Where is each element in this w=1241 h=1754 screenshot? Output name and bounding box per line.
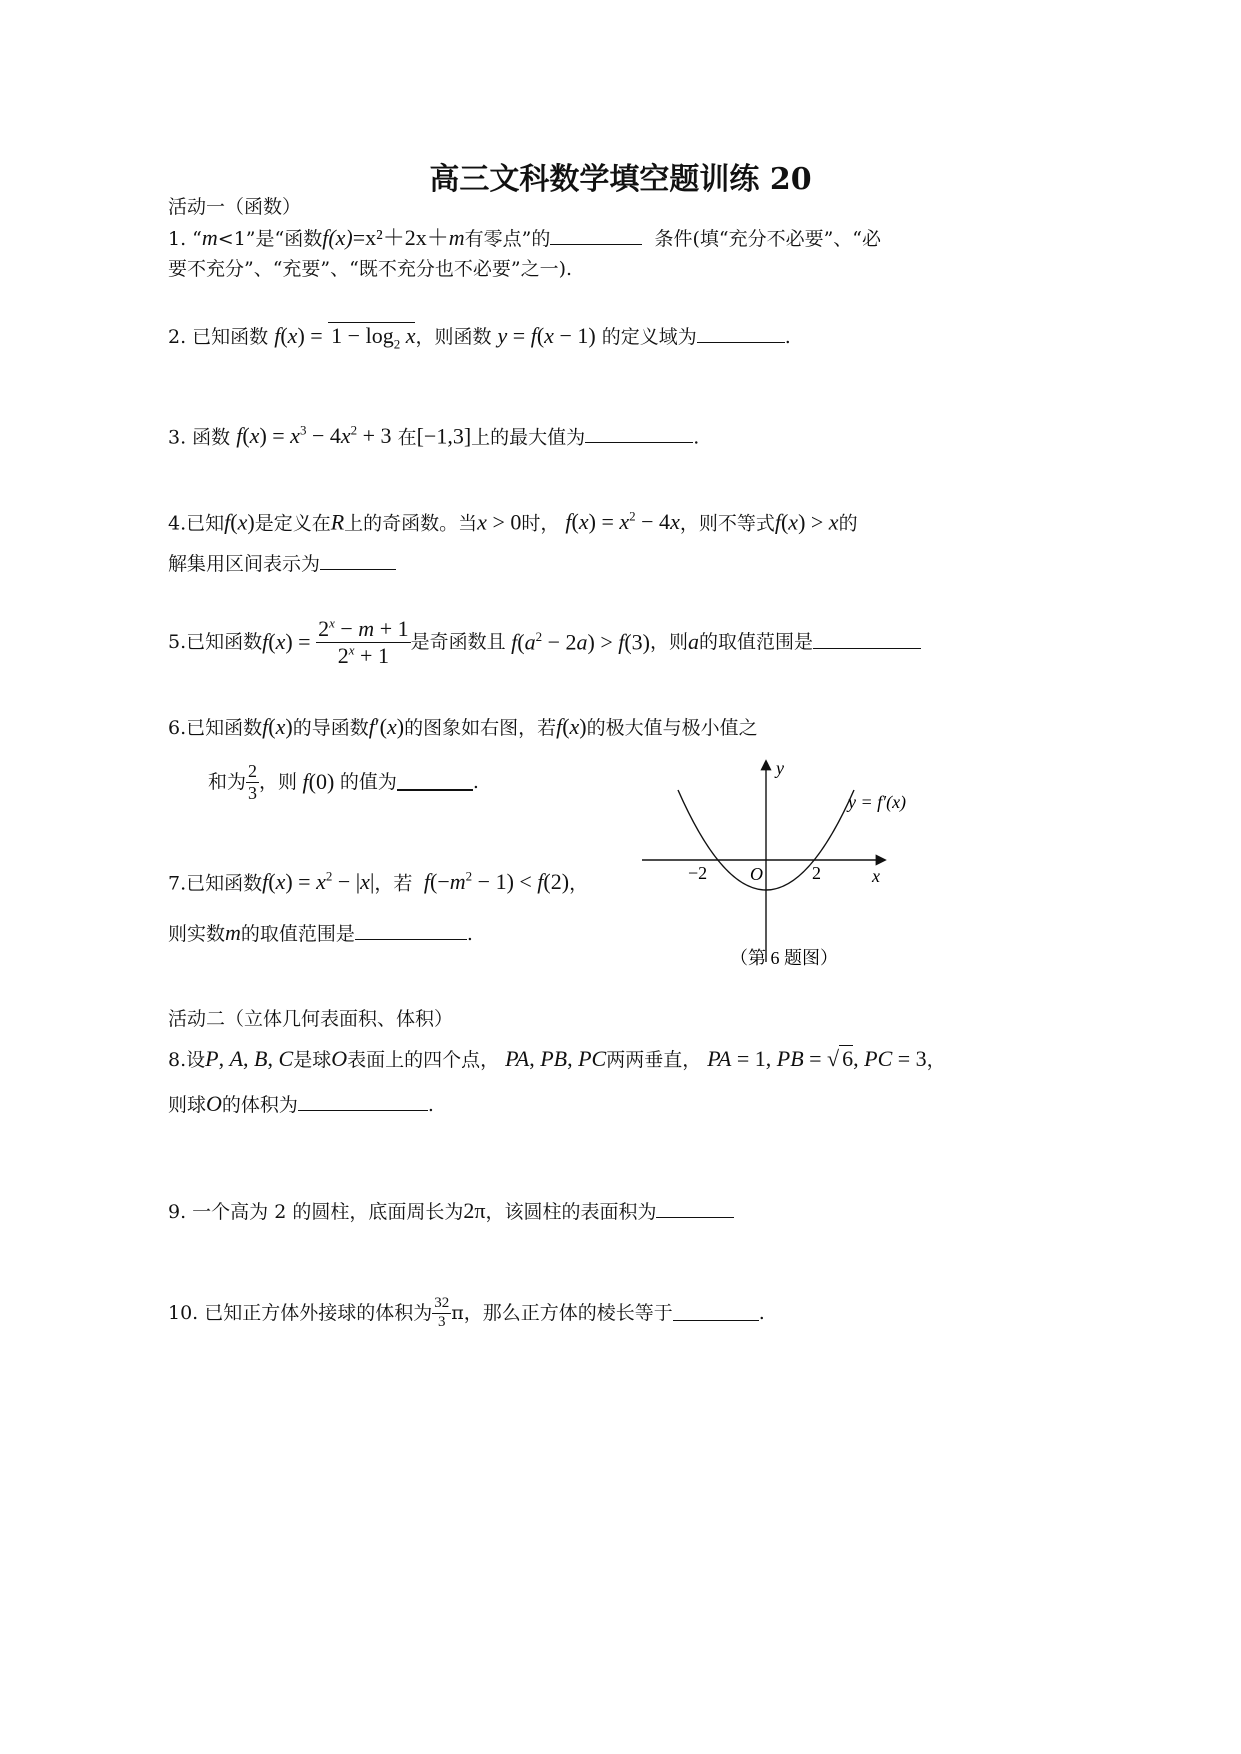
tick-label-pos-two: 2 (812, 863, 821, 883)
formula: f(x) (224, 509, 255, 535)
page-title: 高三文科数学填空题训练 20 (429, 162, 812, 197)
question-5: 5.已知函数 f(x) = $\frac{2^x - m + 1}{2^x + 1}$ 是奇函数且 $f(a^2 - 2a) > f(3)$ ，则 a 的取值范围是 (168, 612, 921, 672)
section-heading-functions: 活动一（函数） (168, 196, 302, 218)
formula: $f(a^2 - 2a) > f(3)$ (511, 629, 651, 655)
formula: f(x) (262, 714, 293, 739)
formula: f(x) = (262, 629, 317, 654)
figure-caption: （第 6 题图） (730, 948, 838, 968)
question-7-line-2: 则实数m的取值范围是 . (168, 920, 473, 945)
curve-label: y = f′(x) (848, 792, 907, 812)
answer-blank-6 (397, 788, 473, 791)
question-4: 4.已知f(x)是定义在R上的奇函数。当x > 0时， $f(x) = x^2 - 4x$，则不等式f(x) > x的 (168, 509, 858, 535)
fraction: $\frac{2^x - m + 1}{2^x + 1}$ (318, 615, 409, 668)
formula: $f(x) = x^2 - |x|$ (262, 869, 375, 895)
question-2: 2. 已知函数 $f(x) = 1 - \log_2 x$，则函数 y = f(x − 1) 的定义域为 . (168, 323, 791, 352)
question-8: 8.设P, A, B, C是球O表面上的四个点， PA, PB, PC两两垂直， PA = 1, PB = √ 6, PC = 3， (168, 1046, 946, 1071)
origin-label: O (750, 864, 763, 884)
fraction: $\frac{2}{3}$ (248, 760, 258, 803)
formula: $f(x) = x^2 - 4x$ (565, 509, 680, 535)
question-9: 9. 一个高为 2 的圆柱，底面周长为2π，该圆柱的表面积为 (168, 1200, 734, 1222)
question-6: 6.已知函数f(x)的导函数f′(x)的图象如右图，若f(x)的极大值与极小值之 (168, 714, 758, 739)
formula: f(x) (556, 714, 587, 739)
formula: $f(x) = x^3 - 4x^2 + 3$ (236, 423, 392, 449)
question-3: 3. 函数 $f(x) = x^3 - 4x^2 + 3$ 在[−1,3]上的最大值为 . (168, 423, 700, 449)
answer-blank-10 (673, 1319, 759, 1321)
answer-blank-8 (298, 1109, 428, 1111)
answer-blank-2 (697, 341, 785, 343)
formula: PA = 1, PB = √ 6, PC = 3 (707, 1046, 927, 1071)
formula: P, A, B, C (205, 1046, 294, 1071)
formula: $f(x) = 1 - \log_2 x$ (274, 323, 416, 352)
derivative-graph (636, 752, 907, 972)
fraction: $\frac{32}{3}$ (434, 1295, 450, 1330)
answer-blank-1 (550, 243, 642, 245)
answer-blank-7 (355, 938, 467, 940)
formula: $f(-m^2 - 1) < f(2)$ (423, 869, 570, 895)
formula: [−1,3] (416, 423, 472, 449)
y-axis-label: y (776, 758, 784, 778)
formula: f(x) > x (774, 509, 839, 535)
answer-blank-9 (656, 1216, 734, 1218)
formula: f(0) (302, 769, 340, 794)
question-7: 7.已知函数$f(x) = x^2 - |x|$，若 $f(-m^2 - 1) < f(2)$， (168, 869, 589, 895)
formula: PA, PB, PC (505, 1046, 607, 1071)
section-heading-solid-geometry: 活动二（立体几何表面积、体积） (168, 1008, 454, 1030)
question-6-line-2: 和为 $\frac{2}{3}$ ，则 f(0) 的值为 . (208, 760, 479, 803)
question-8-line-2: 则球O的体积为 . (168, 1091, 434, 1116)
question-4-line-2: 解集用区间表示为 (168, 555, 396, 574)
x-axis-label: x (872, 866, 880, 886)
answer-blank-3 (585, 441, 693, 443)
question-10: 10. 已知正方体外接球的体积为 $\frac{32}{3}$ π，那么正方体的棱长等于 . (168, 1295, 765, 1330)
formula: y = f(x − 1) (497, 323, 596, 348)
formula: x > 0 (477, 509, 522, 535)
formula: f′(x) (368, 714, 405, 739)
question-1-line-2: 要不充分”、“充要”、“既不充分也不必要”之一). (168, 258, 573, 280)
tick-label-neg-two: −2 (688, 863, 708, 883)
answer-blank-5 (813, 647, 921, 649)
question-1: 1. “m<1”是“函数f(x)=x²＋2x＋m有零点”的 条件(填“充分不必要”、“必 (168, 225, 882, 250)
answer-blank-4 (320, 568, 396, 570)
